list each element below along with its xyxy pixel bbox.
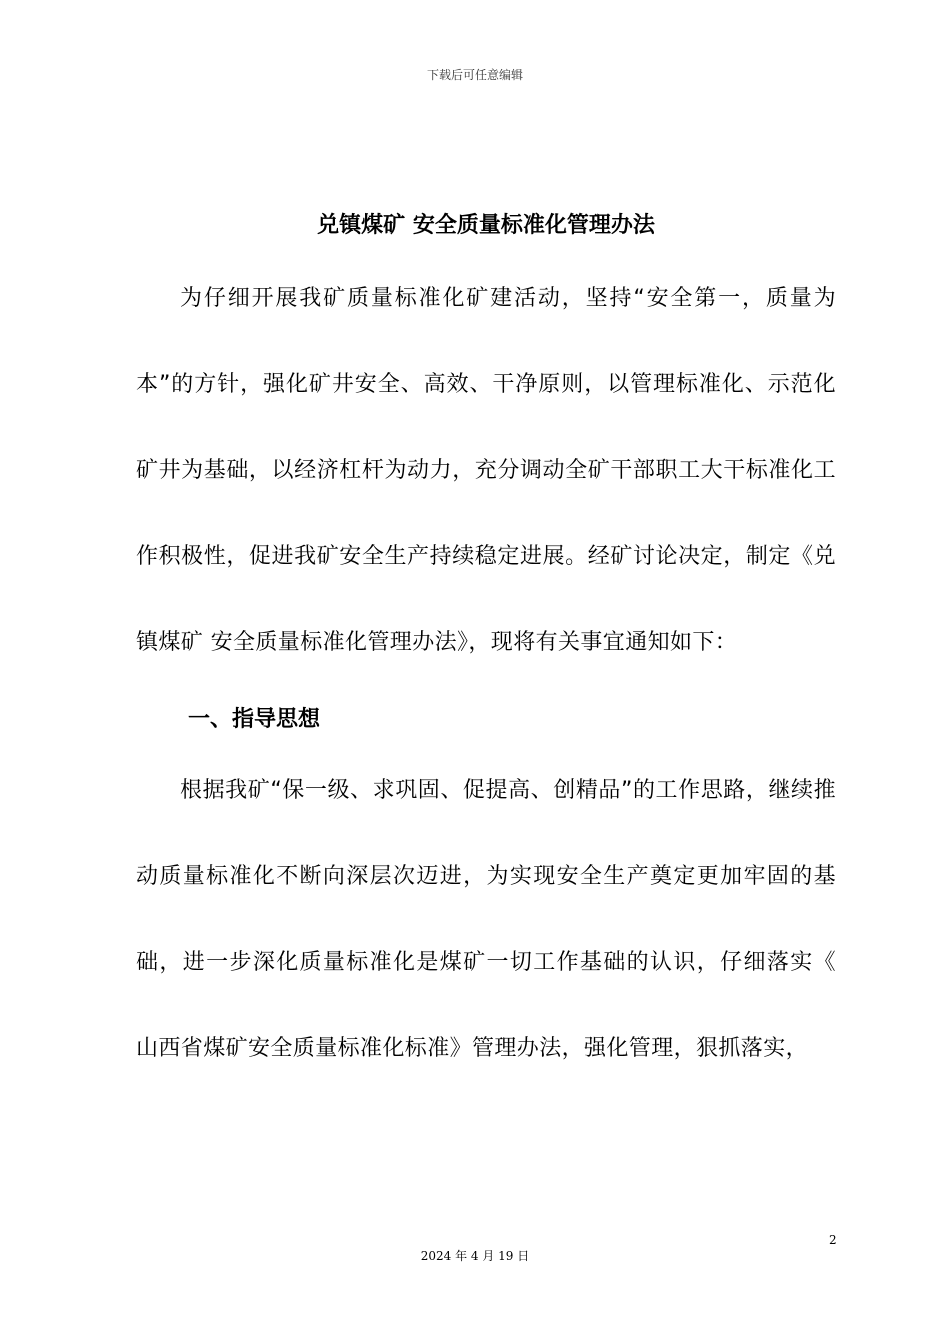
section-1-paragraph: 根据我矿“保一级、求巩固、促提高、创精品”的工作思路，继续推动质量标准化不断向深层次迈进，为实现安全生产奠定更加牢固的基础，进一步深化质量标准化是煤矿一切工作基础的认识，仔细落实《 山西省煤矿安全质量标准化标准》管理办法，强化管理，狠抓落实， bbox=[136, 778, 836, 1061]
section-heading-guiding-thought: 一、指导思想 bbox=[188, 707, 321, 732]
intro-paragraph: 为仔细开展我矿质量标准化矿建活动，坚持“安全第一，质量为本”的方针，强化矿井安全、高效、干净原则，以管理标准化、示范化矿井为基础，以经济杠杆为动力，充分调动全矿干部职工大干标准化工作积极性，促进我矿安全生产持续稳定进展。经矿讨论决定，制定《兑镇煤矿 安全质量标准化管理办法》，现将有关事宜通知如下： bbox=[136, 286, 836, 655]
document-title: 兑镇煤矿 安全质量标准化管理办法 bbox=[317, 213, 655, 238]
page-number: 2 bbox=[829, 1233, 837, 1247]
header-note: 下载后可任意编辑 bbox=[426, 68, 523, 82]
footer-date: 2024 年 4 月 19 日 bbox=[420, 1249, 530, 1263]
